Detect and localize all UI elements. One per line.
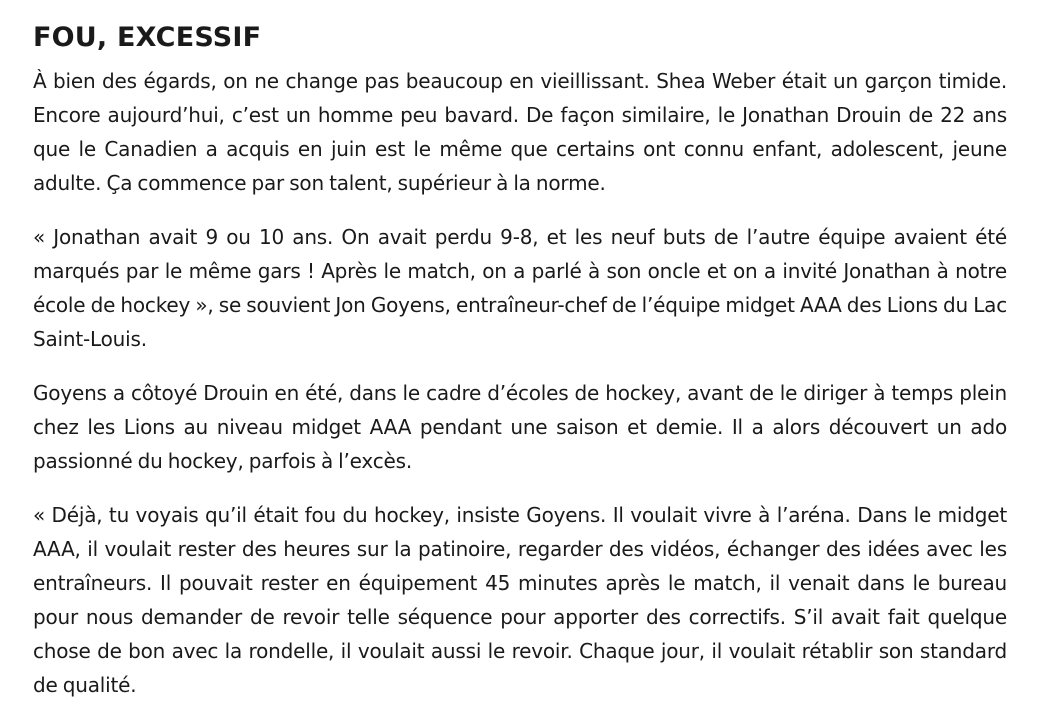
article-paragraph-1: À bien des égards, on ne change pas beaucoup en vieillissant. Shea Weber était un garçon timide. Encore aujourd’hui, c’est un homme peu bavard. De façon similaire, le Jonathan Drouin de 22 ans que le Canadien a acquis en juin est le même que certains ont connu enfant, adolescent, jeune adulte. Ça commence par son talent, supérieur à la norme. [33, 69, 1007, 195]
article [33, 22, 1007, 702]
article-paragraph-4: « Déjà, tu voyais qu’il était fou du hockey, insiste Goyens. Il voulait vivre à l’aréna. Dans le midget AAA, il voulait rester des heures sur la patinoire, regarder des vidéos, échanger des idées avec les entraîneurs. Il pouvait rester en équipement 45 minutes après le match, il venait dans le bureau pour nous demander de revoir telle séquence pour apporter des correctifs. S’il avait fait quelque chose de bon avec la rondelle, il voulait aussi le revoir. Chaque jour, il voulait rétablir son standard de qualité. [33, 503, 1007, 697]
article-paragraph-2: « Jonathan avait 9 ou 10 ans. On avait perdu 9-8, et les neuf buts de l’autre équipe avaient été marqués par le même gars ! Après le match, on a parlé à son oncle et on a invité Jonathan à notre école de hockey », se souvient Jon Goyens, entraîneur-chef de l’équipe midget AAA des Lions du Lac Saint-Louis. [33, 225, 1007, 351]
article-paragraph-3: Goyens a côtoyé Drouin en été, dans le cadre d’écoles de hockey, avant de le diriger à temps plein chez les Lions au niveau midget AAA pendant une saison et demie. Il a alors découvert un ado passionné du hockey, parfois à l’excès. [33, 381, 1007, 473]
article-heading: FOU, EXCESSIF [33, 22, 262, 53]
